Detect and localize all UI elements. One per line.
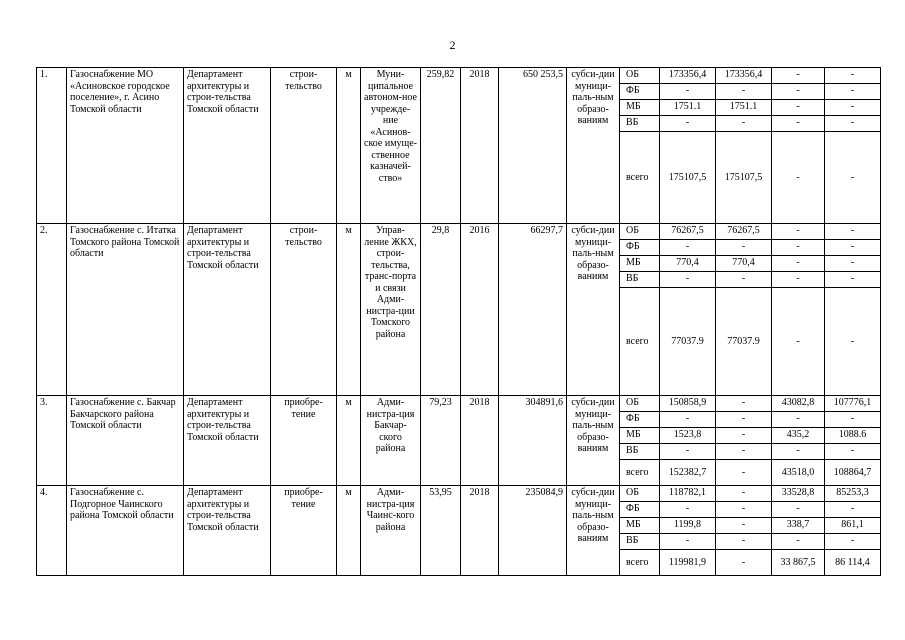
fin-value-3: - xyxy=(772,224,825,240)
fin-value-3: - xyxy=(772,68,825,84)
fin-value-1: 770,4 xyxy=(660,256,716,272)
department: Департамент архитектуры и строи-тельства Томской области xyxy=(184,396,271,486)
funding-form: субси-дии муници-паль-ным образо-ваниям xyxy=(567,224,620,396)
fin-value-4: - xyxy=(825,116,881,132)
fin-value-2: - xyxy=(716,534,772,550)
fin-value-1: - xyxy=(660,272,716,288)
length: 259,82 xyxy=(421,68,461,224)
fin-value-4: - xyxy=(825,84,881,100)
fin-source: ВБ xyxy=(620,116,660,132)
fin-value-1: 118782,1 xyxy=(660,486,716,502)
fin-value-2: - xyxy=(716,396,772,412)
fin-value-2: 77037.9 xyxy=(716,288,772,396)
fin-value-3: 33528,8 xyxy=(772,486,825,502)
fin-value-2: 770,4 xyxy=(716,256,772,272)
fin-source: ФБ xyxy=(620,240,660,256)
cost: 66297,7 xyxy=(499,224,567,396)
fin-source: ОБ xyxy=(620,224,660,240)
table-row xyxy=(37,396,881,412)
fin-value-2: - xyxy=(716,444,772,460)
fin-source: ВБ xyxy=(620,534,660,550)
fin-value-1: - xyxy=(660,444,716,460)
unit: м xyxy=(337,68,361,224)
cost: 650 253,5 xyxy=(499,68,567,224)
fin-value-3: - xyxy=(772,534,825,550)
fin-source: МБ xyxy=(620,518,660,534)
fin-value-1: 173356,4 xyxy=(660,68,716,84)
fin-value-1: 76267,5 xyxy=(660,224,716,240)
fin-source: ВБ xyxy=(620,444,660,460)
fin-value-4: 108864,7 xyxy=(825,460,881,486)
fin-value-4: - xyxy=(825,272,881,288)
cost: 235084,9 xyxy=(499,486,567,576)
fin-source: ОБ xyxy=(620,486,660,502)
customer: Управ-ление ЖКХ, строи-тельства, транс-порта и связи Адми-нистра-ции Томского района xyxy=(361,224,421,396)
fin-value-2: 173356,4 xyxy=(716,68,772,84)
fin-value-4: - xyxy=(825,224,881,240)
object-name: Газоснабжение с. Итатка Томского района Томской области xyxy=(67,224,184,396)
department: Департамент архитектуры и строи-тельства Томской области xyxy=(184,68,271,224)
length: 53,95 xyxy=(421,486,461,576)
fin-value-4: - xyxy=(825,288,881,396)
fin-source: всего xyxy=(620,550,660,576)
fin-value-3: - xyxy=(772,272,825,288)
fin-value-2: 76267,5 xyxy=(716,224,772,240)
customer: Муни-ципальное автоном-ное учрежде-ние «Асинов-ское имуще-ственное казначей-ство» xyxy=(361,68,421,224)
fin-value-4: 85253,3 xyxy=(825,486,881,502)
fin-value-4: - xyxy=(825,68,881,84)
fin-value-3: 43082,8 xyxy=(772,396,825,412)
table-row xyxy=(37,224,881,240)
fin-value-2: - xyxy=(716,486,772,502)
page-number: 2 xyxy=(449,38,456,52)
fin-value-1: - xyxy=(660,412,716,428)
table-body xyxy=(37,68,881,576)
fin-value-3: - xyxy=(772,84,825,100)
fin-value-2: 175107,5 xyxy=(716,132,772,224)
fin-value-2: - xyxy=(716,518,772,534)
fin-source: ФБ xyxy=(620,412,660,428)
fin-value-4: - xyxy=(825,412,881,428)
department: Департамент архитектуры и строи-тельства Томской области xyxy=(184,224,271,396)
customer: Адми-нистра-ция Бакчар-ского района xyxy=(361,396,421,486)
fin-value-4: - xyxy=(825,444,881,460)
object-name: Газоснабжение с. Подгорное Чаинского района Томской области xyxy=(67,486,184,576)
fin-value-1: - xyxy=(660,84,716,100)
fin-source: всего xyxy=(620,288,660,396)
fin-value-1: - xyxy=(660,116,716,132)
fin-value-2: - xyxy=(716,412,772,428)
fin-value-4: - xyxy=(825,534,881,550)
fin-value-3: - xyxy=(772,256,825,272)
fin-value-2: - xyxy=(716,116,772,132)
department: Департамент архитектуры и строи-тельства Томской области xyxy=(184,486,271,576)
fin-source: ВБ xyxy=(620,272,660,288)
year: 2016 xyxy=(461,224,499,396)
year: 2018 xyxy=(461,486,499,576)
fin-value-3: - xyxy=(772,100,825,116)
fin-value-4: - xyxy=(825,240,881,256)
fin-value-2: 1751.1 xyxy=(716,100,772,116)
work-kind: строи-тельство xyxy=(271,224,337,396)
length: 29,8 xyxy=(421,224,461,396)
fin-value-3: 435,2 xyxy=(772,428,825,444)
fin-value-2: - xyxy=(716,272,772,288)
fin-value-3: - xyxy=(772,116,825,132)
fin-value-1: 175107,5 xyxy=(660,132,716,224)
fin-value-4: 107776,1 xyxy=(825,396,881,412)
fin-source: ОБ xyxy=(620,396,660,412)
fin-value-2: - xyxy=(716,84,772,100)
unit: м xyxy=(337,224,361,396)
work-kind: приобре-тение xyxy=(271,396,337,486)
fin-source: ОБ xyxy=(620,68,660,84)
objects-table xyxy=(36,67,881,576)
funding-form: субси-дии муници-паль-ным образо-ваниям xyxy=(567,486,620,576)
fin-value-3: - xyxy=(772,502,825,518)
fin-value-1: 152382,7 xyxy=(660,460,716,486)
row-number: 3. xyxy=(37,396,67,486)
customer: Адми-нистра-ция Чаинс-кого района xyxy=(361,486,421,576)
funding-form: субси-дии муници-паль-ным образо-ваниям xyxy=(567,396,620,486)
fin-source: всего xyxy=(620,460,660,486)
fin-value-4: 861,1 xyxy=(825,518,881,534)
funding-form: субси-дии муници-паль-ным образо-ваниям xyxy=(567,68,620,224)
fin-value-3: 43518,0 xyxy=(772,460,825,486)
fin-value-3: - xyxy=(772,412,825,428)
fin-value-2: - xyxy=(716,502,772,518)
fin-value-4: - xyxy=(825,502,881,518)
fin-value-2: - xyxy=(716,240,772,256)
fin-source: МБ xyxy=(620,428,660,444)
fin-value-3: - xyxy=(772,288,825,396)
fin-value-2: - xyxy=(716,460,772,486)
fin-value-4: - xyxy=(825,132,881,224)
fin-value-2: - xyxy=(716,428,772,444)
object-name: Газоснабжение с. Бакчар Бакчарского района Томской области xyxy=(67,396,184,486)
fin-value-1: 1199,8 xyxy=(660,518,716,534)
fin-value-3: 33 867,5 xyxy=(772,550,825,576)
unit: м xyxy=(337,396,361,486)
fin-source: ФБ xyxy=(620,502,660,518)
work-kind: строи-тельство xyxy=(271,68,337,224)
fin-value-4: - xyxy=(825,256,881,272)
fin-value-3: - xyxy=(772,444,825,460)
row-number: 2. xyxy=(37,224,67,396)
fin-source: ФБ xyxy=(620,84,660,100)
table-row xyxy=(37,68,881,84)
row-number: 4. xyxy=(37,486,67,576)
fin-source: МБ xyxy=(620,256,660,272)
fin-value-4: 86 114,4 xyxy=(825,550,881,576)
fin-value-2: - xyxy=(716,550,772,576)
fin-source: всего xyxy=(620,132,660,224)
fin-value-3: 338,7 xyxy=(772,518,825,534)
table-row xyxy=(37,486,881,502)
fin-value-1: - xyxy=(660,240,716,256)
fin-value-1: - xyxy=(660,534,716,550)
row-number: 1. xyxy=(37,68,67,224)
fin-value-1: 1751.1 xyxy=(660,100,716,116)
year: 2018 xyxy=(461,396,499,486)
object-name: Газоснабжение МО «Асиновское городское поселение», г. Асино Томской области xyxy=(67,68,184,224)
fin-value-3: - xyxy=(772,240,825,256)
fin-value-3: - xyxy=(772,132,825,224)
fin-value-1: 150858,9 xyxy=(660,396,716,412)
fin-value-1: 1523,8 xyxy=(660,428,716,444)
unit: м xyxy=(337,486,361,576)
fin-value-1: 77037.9 xyxy=(660,288,716,396)
work-kind: приобре-тение xyxy=(271,486,337,576)
fin-value-4: - xyxy=(825,100,881,116)
fin-value-1: 119981,9 xyxy=(660,550,716,576)
year: 2018 xyxy=(461,68,499,224)
fin-value-4: 1088.6 xyxy=(825,428,881,444)
fin-value-1: - xyxy=(660,502,716,518)
cost: 304891,6 xyxy=(499,396,567,486)
fin-source: МБ xyxy=(620,100,660,116)
length: 79,23 xyxy=(421,396,461,486)
